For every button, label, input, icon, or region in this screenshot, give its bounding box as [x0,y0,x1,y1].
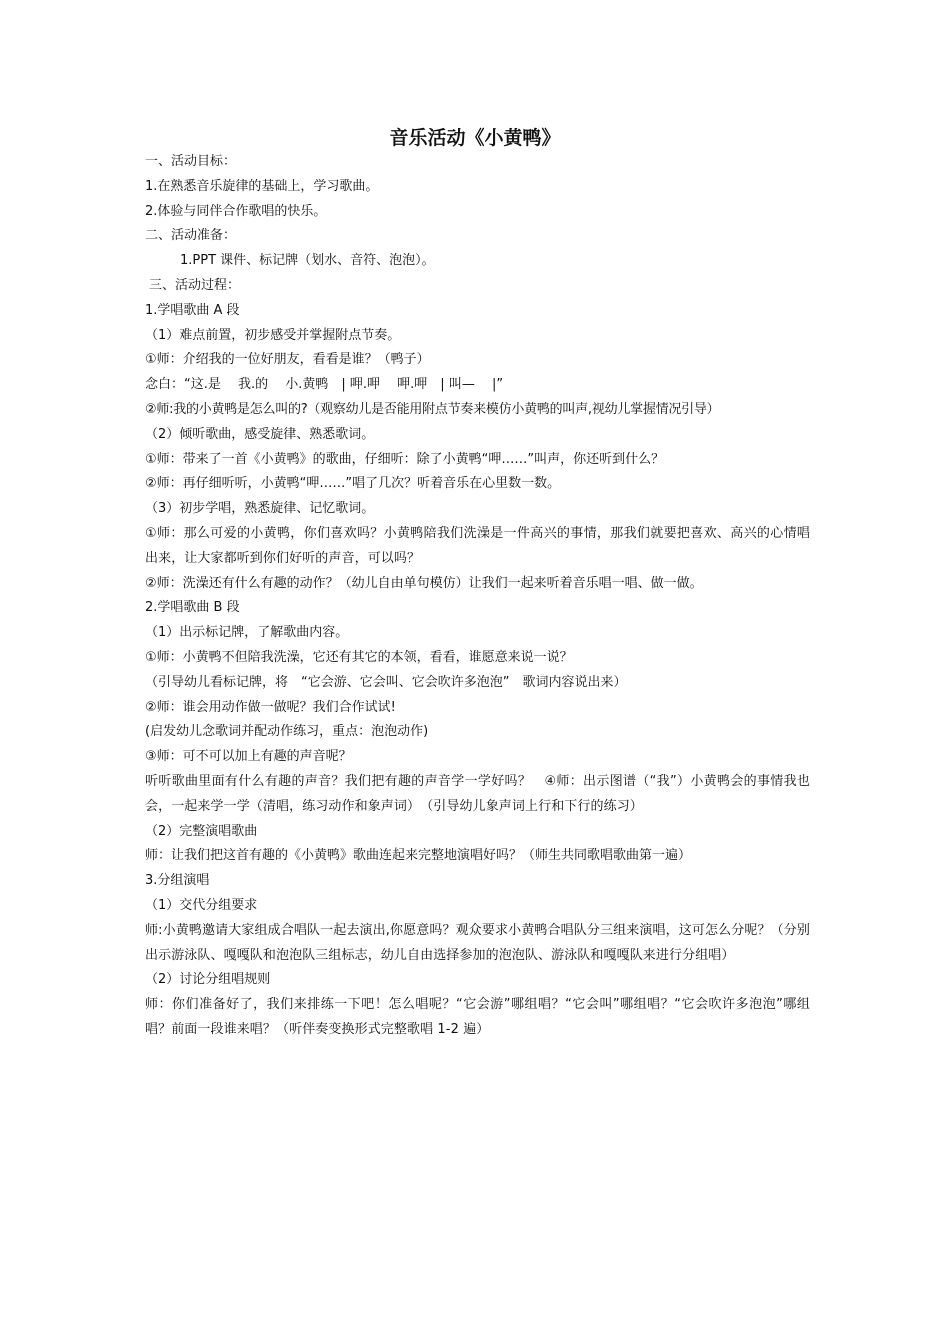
paragraph-line: （2）倾听歌曲，感受旋律、熟悉歌词。 [145,426,375,442]
paragraph-line: （3）初步学唱，熟悉旋律、记忆歌词。 [145,501,375,517]
paragraph-multiline: 师:小黄鸭邀请大家组成合唱队一起去演出,你愿意吗？观众要求小黄鸭合唱队分三组来演唱，这可怎么分呢？（分别出示游泳队、嘎嘎队和泡泡队三组标志，幼儿自由选择参加的泡泡队、游泳队和嘎嘎队来进行分组唱） [145,922,810,963]
rhythm-chant-line: 念白：“这.是 我.的 小.黄鸭 | 呷.呷 呷.呷 | 叫— |” [145,377,504,393]
paragraph-line: （2）完整演唱歌曲 [145,823,258,839]
section-heading-preparation: 二、活动准备： [145,228,237,244]
section-heading-goals: 一、活动目标： [145,154,237,169]
goal-item-2: 2.体验与同伴合作歌唱的快乐。 [145,203,327,219]
section-heading-process: 三、活动过程： [149,277,241,293]
paragraph-line: （1）难点前置，初步感受并掌握附点节奏。 [145,327,401,343]
paragraph-line: ①师：介绍我的一位好朋友，看看是谁？（鸭子） [145,352,430,368]
paragraph-line: （引导幼儿看标记牌，将 “它会游、它会叫、它会吹许多泡泡” 歌词内容说出来） [145,674,627,690]
process-step-3-heading: 3.分组演唱 [145,873,210,889]
paragraph-multiline: 师：你们准备好了，我们来排练一下吧！怎么唱呢？“它会游”哪组唱？“它会叫”哪组唱？“它会吹许多泡泡”哪组唱？前面一段谁来唱？（听伴奏变换形式完整歌唱 1-2 遍） [145,997,810,1037]
paragraph-line: ②师：再仔细听听，小黄鸭“呷……”唱了几次？听着音乐在心里数一数。 [145,476,561,492]
paragraph-line: 师：让我们把这首有趣的《小黄鸭》歌曲连起来完整地演唱好吗？（师生共同歌唱歌曲第一遍） [145,848,692,864]
paragraph-line: ①师：小黄鸭不但陪我洗澡，它还有其它的本领，看看，谁愿意来说一说？ [145,649,573,665]
paragraph-line: （2）讨论分组唱规则 [145,972,271,988]
paragraph-multiline: ①师：那么可爱的小黄鸭，你们喜欢吗？小黄鸭陪我们洗澡是一件高兴的事情，那我们就要把喜欢、高兴的心情唱出来，让大家都听到你们好听的声音，可以吗？ [145,525,810,566]
goal-item-1: 1.在熟悉音乐旋律的基础上，学习歌曲。 [145,178,379,194]
paragraph-line: (启发幼儿念歌词并配动作练习，重点：泡泡动作) [145,724,429,740]
paragraph-line: ②师：谁会用动作做一做呢？我们合作试试! [145,699,396,715]
paragraph-line: （1）交代分组要求 [145,897,258,913]
paragraph-line: ③师：可不可以加上有趣的声音呢？ [145,749,352,765]
document-title: 音乐活动《小黄鸭》 [389,127,561,149]
paragraph-line: ①师：带来了一首《小黄鸭》的歌曲，仔细听：除了小黄鸭“呷……”叫声，你还听到什么？ [145,451,665,467]
paragraph-line: ②师:我的小黄鸭是怎么叫的?（观察幼儿是否能用附点节奏来模仿小黄鸭的叫声,视幼儿掌握情况引导） [145,401,720,417]
paragraph-multiline: 听听歌曲里面有什么有趣的声音？我们把有趣的声音学一学好吗？ ④师：出示图谱（“我”）小黄鸭会的事情我也会，一起来学一学（清唱，练习动作和象声词） （引导幼儿象声词上行和下行的练习） [145,773,810,814]
paragraph-line: ②师：洗澡还有什么有趣的动作？（幼儿自由单句模仿）让我们一起来听着音乐唱一唱、做一做。 [145,575,703,591]
document-body [145,150,810,1043]
process-step-1-heading: 1.学唱歌曲 A 段 [145,302,240,318]
paragraph-line: （1）出示标记牌，了解歌曲内容。 [145,625,349,641]
preparation-item-1: 1.PPT 课件、标记牌（划水、音符、泡泡）。 [180,253,435,269]
process-step-2-heading: 2.学唱歌曲 B 段 [145,600,240,616]
